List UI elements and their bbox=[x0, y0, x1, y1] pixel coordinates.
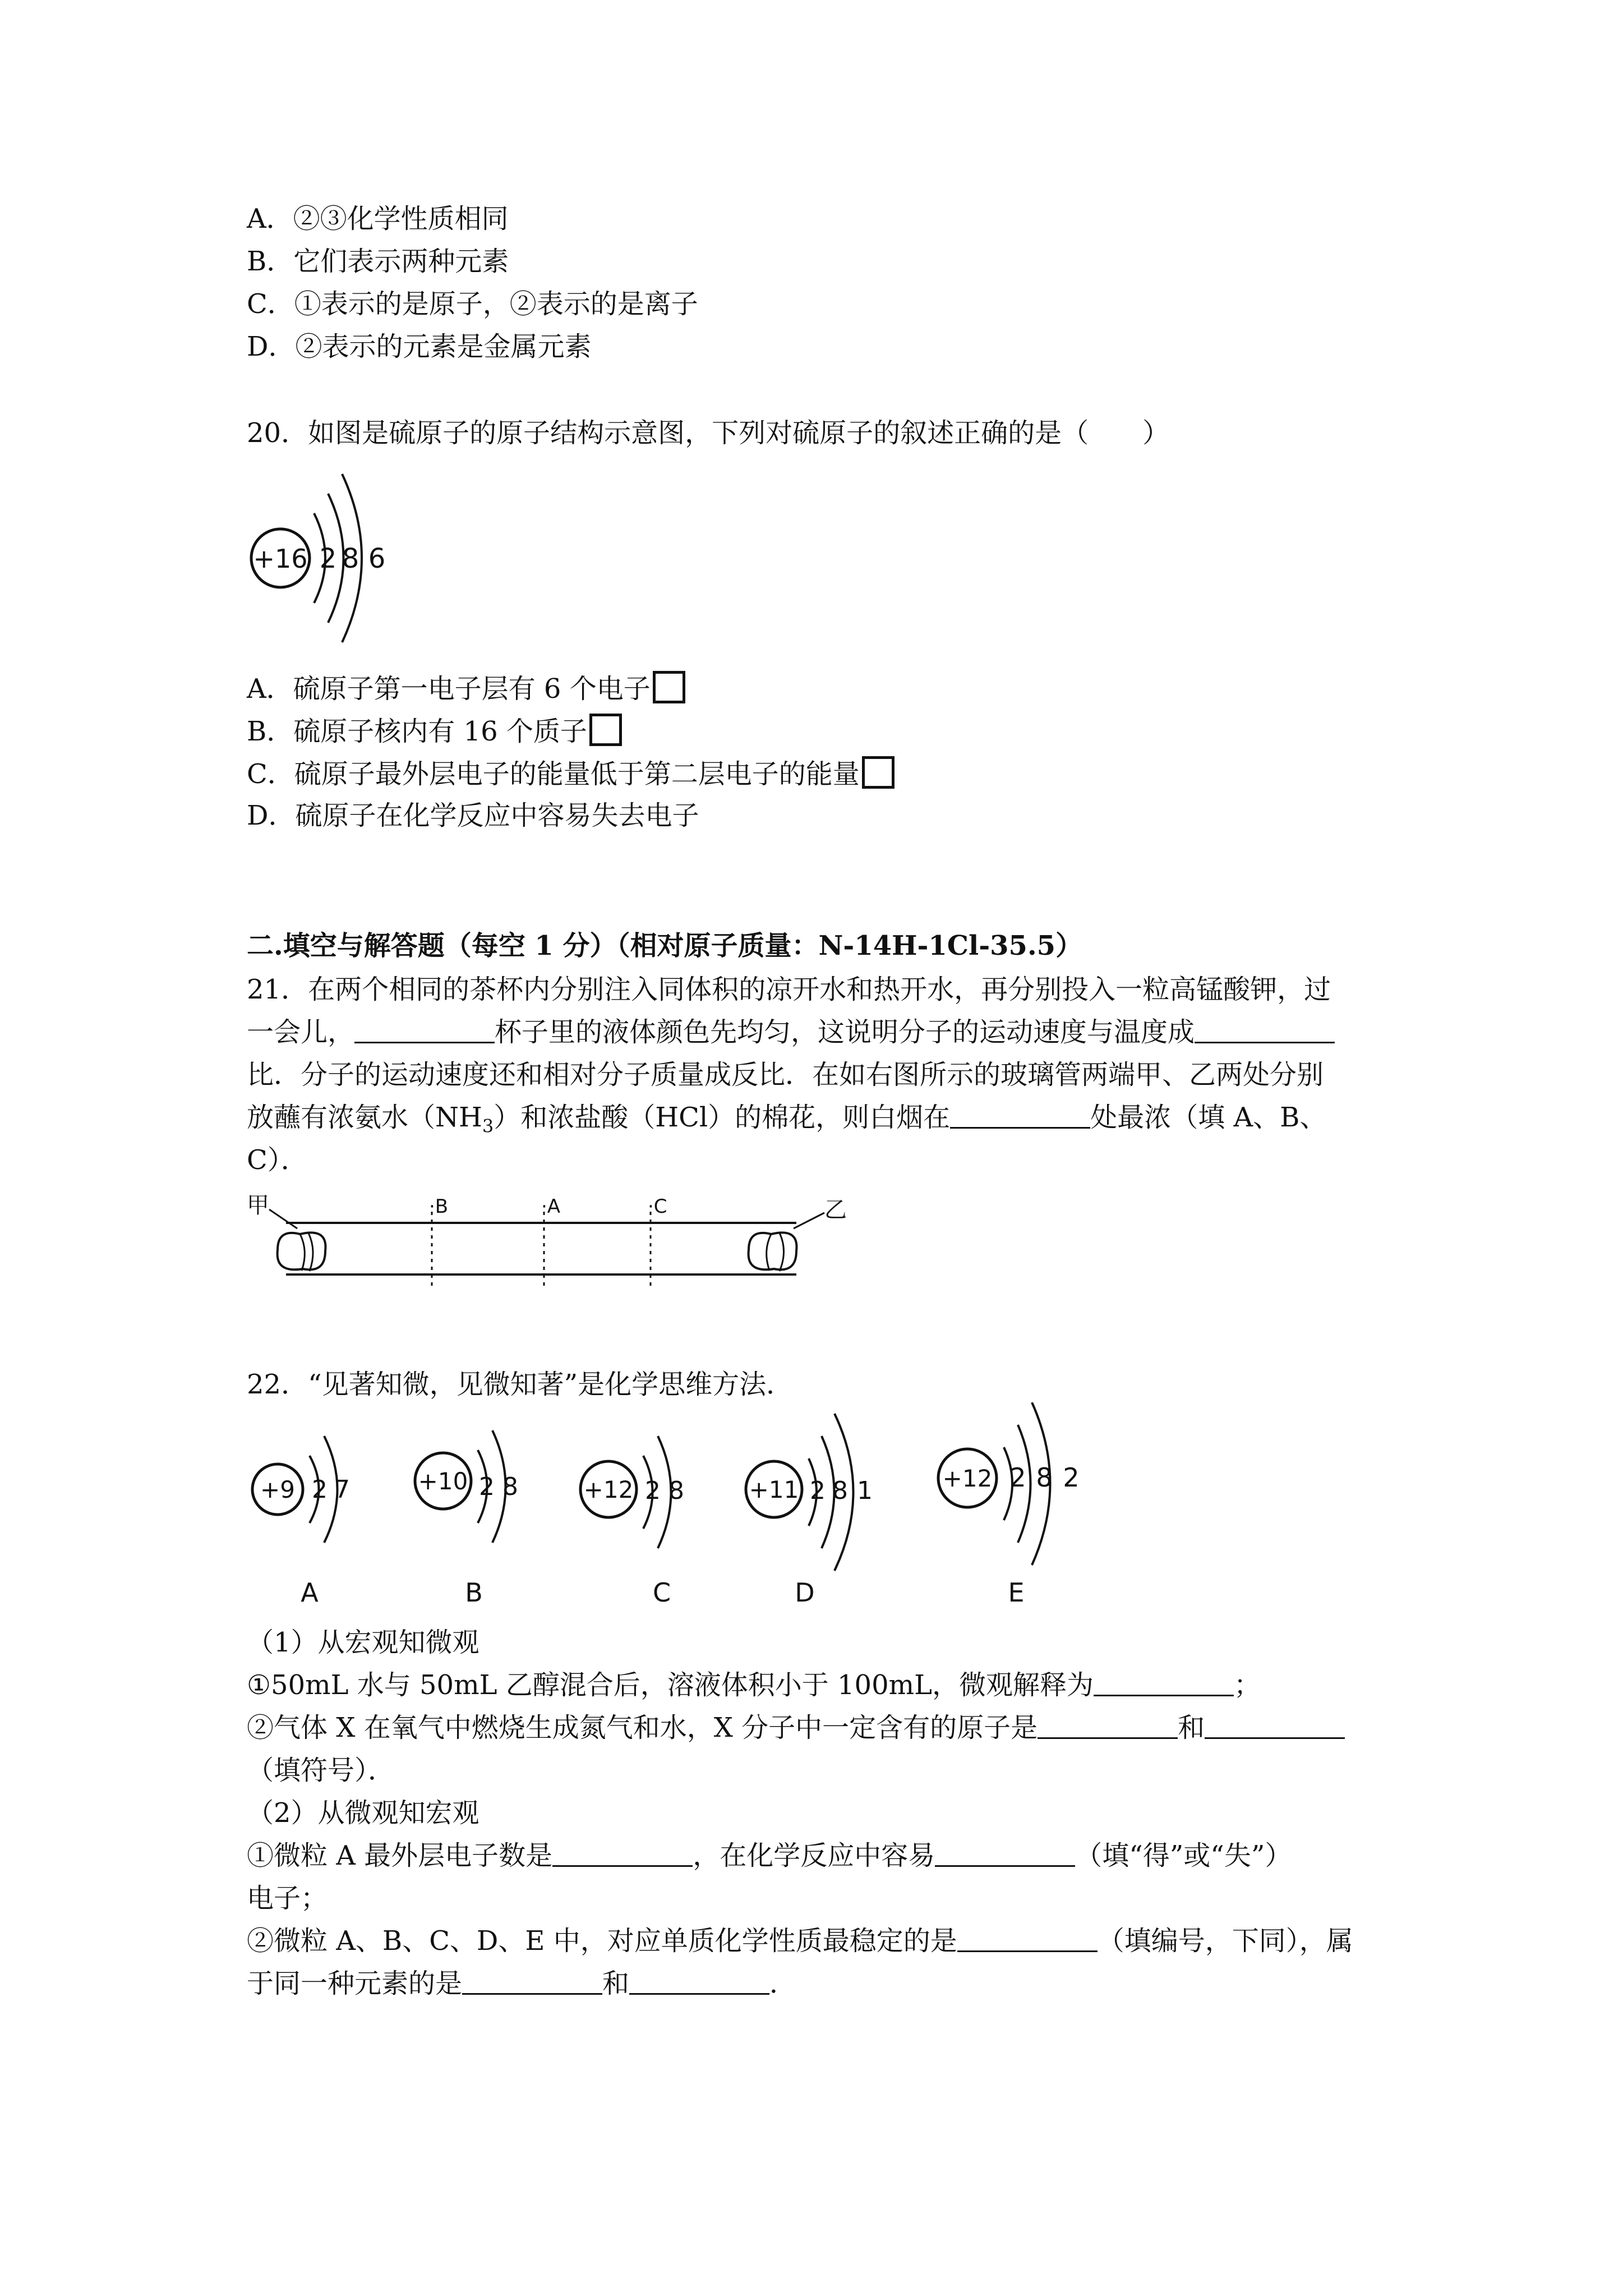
atom-d-shell-2: 8 bbox=[832, 1476, 848, 1505]
q22-blank-7[interactable] bbox=[462, 1968, 602, 1995]
sulfur-shell-3: 6 bbox=[368, 543, 386, 574]
q22-part2-q1 bbox=[247, 1839, 1292, 1872]
q22-text: ； bbox=[1234, 1669, 1261, 1701]
atom-c bbox=[580, 1436, 684, 1608]
atom-d-shell-3: 1 bbox=[857, 1476, 873, 1505]
q20-option-c bbox=[247, 756, 895, 791]
q22-blank-3[interactable] bbox=[1205, 1713, 1345, 1739]
atom-e-shell-3: 2 bbox=[1063, 1462, 1080, 1493]
atom-b-shell-2: 8 bbox=[502, 1473, 518, 1501]
q21-text: ）和浓盐酸（HCl）的棉花，则白烟在 bbox=[494, 1102, 951, 1133]
atom-e-label: E bbox=[1008, 1577, 1025, 1608]
q22-part2-q1-cont: 电子； bbox=[247, 1883, 328, 1914]
q20-option-d: D．硫原子在化学反应中容易失去电子 bbox=[247, 800, 699, 831]
atom-d-shell-1: 2 bbox=[810, 1476, 826, 1505]
q21-text: 杯子里的液体颜色先均匀，这说明分子的运动速度与温度成 bbox=[495, 1016, 1195, 1048]
q22-blank-8[interactable] bbox=[629, 1968, 769, 1995]
atom-structure-diagrams bbox=[247, 1402, 1122, 1616]
atom-a-shell-1: 2 bbox=[312, 1475, 328, 1504]
atom-c-shell-1: 2 bbox=[645, 1476, 661, 1505]
q20-stem: 20．如图是硫原子的原子结构示意图，下列对硫原子的叙述正确的是（ ） bbox=[247, 417, 1170, 449]
q21-line-1: 21．在两个相同的茶杯内分别注入同体积的凉开水和热开水，再分别投入一粒高锰酸钾，过 bbox=[247, 974, 1331, 1005]
atom-e-nucleus: +12 bbox=[942, 1465, 993, 1492]
q22-part1-q2-cont: （填符号）． bbox=[247, 1755, 395, 1786]
atom-a bbox=[252, 1436, 350, 1608]
tube-label-right: 乙 bbox=[824, 1197, 847, 1223]
q22-text: （填编号，下同），属 bbox=[1097, 1925, 1353, 1957]
atom-c-shell-2: 8 bbox=[668, 1476, 684, 1505]
q22-blank-4[interactable] bbox=[552, 1841, 693, 1867]
tube-mark-b: ·B bbox=[429, 1195, 449, 1218]
q19-option-b: B．它们表示两种元素 bbox=[247, 246, 509, 277]
q22-blank-2[interactable] bbox=[1038, 1713, 1178, 1739]
q20-option-a bbox=[247, 671, 685, 706]
tube-mark-a: ·A bbox=[541, 1195, 561, 1218]
q22-text: （填“得”或“失”） bbox=[1075, 1840, 1292, 1871]
q20-option-c-text: C．硫原子最外层电子的能量低于第二层电子的能量 bbox=[247, 758, 860, 790]
glass-tube-diagram bbox=[247, 1189, 886, 1301]
q21-line-3: 比．分子的运动速度还和相对分子质量成反比．在如右图所示的玻璃管两端甲、乙两处分别 bbox=[247, 1059, 1324, 1091]
q22-text: ②微粒 A、B、C、D、E 中，对应单质化学性质最稳定的是 bbox=[247, 1925, 957, 1957]
q21-line-5: C）． bbox=[247, 1144, 308, 1176]
q22-text: 和 bbox=[1178, 1712, 1205, 1743]
q22-text: ①微粒 A 最外层电子数是 bbox=[247, 1840, 553, 1871]
section-heading: 二.填空与解答题（每空 1 分）（相对原子质量：N-14H-1Cl-35.5） bbox=[247, 930, 1083, 961]
atom-c-label: C bbox=[652, 1577, 671, 1608]
atom-c-nucleus: +12 bbox=[583, 1476, 634, 1503]
q22-blank-6[interactable] bbox=[957, 1926, 1098, 1952]
q19-option-c: C．①表示的是原子，②表示的是离子 bbox=[247, 288, 698, 320]
q21-text: 一会儿， bbox=[247, 1016, 355, 1048]
q20-option-b bbox=[247, 714, 622, 748]
q21-line-2 bbox=[247, 1015, 1335, 1049]
q19-option-a: A．②③化学性质相同 bbox=[247, 203, 509, 234]
q21-blank-1[interactable] bbox=[354, 1017, 495, 1043]
atom-d bbox=[746, 1414, 873, 1608]
atom-a-shell-2: 7 bbox=[334, 1475, 350, 1504]
q20-checkbox-c[interactable] bbox=[862, 756, 895, 789]
sulfur-nucleus-label: +16 bbox=[253, 544, 308, 574]
q20-option-a-text: A．硫原子第一电子层有 6 个电子 bbox=[247, 673, 651, 705]
q21-subscript: 3 bbox=[482, 1115, 494, 1137]
q21-line-4 bbox=[247, 1101, 1326, 1143]
q22-text: 于同一种元素的是 bbox=[247, 1968, 463, 1999]
atom-a-nucleus: +9 bbox=[260, 1476, 295, 1503]
sulfur-shell-2: 8 bbox=[342, 543, 359, 574]
atom-b-label: B bbox=[465, 1577, 483, 1608]
q20-checkbox-b[interactable] bbox=[589, 714, 622, 746]
atom-e bbox=[938, 1402, 1080, 1608]
q21-blank-3[interactable] bbox=[950, 1102, 1090, 1129]
atom-a-label: A bbox=[301, 1577, 319, 1608]
q22-part2-title: （2）从微观知宏观 bbox=[247, 1797, 479, 1829]
q22-text: ． bbox=[769, 1968, 797, 1999]
atom-d-nucleus: +11 bbox=[749, 1476, 799, 1503]
q22-part2-q2 bbox=[247, 1924, 1353, 1958]
q22-part2-q2-cont bbox=[247, 1967, 796, 2000]
atom-b bbox=[415, 1430, 518, 1608]
q22-text: ，在化学反应中容易 bbox=[693, 1840, 935, 1871]
q22-blank-5[interactable] bbox=[935, 1841, 1075, 1867]
sulfur-atom-diagram bbox=[247, 460, 404, 662]
q20-option-b-text: B．硫原子核内有 16 个质子 bbox=[247, 716, 587, 747]
atom-e-shell-2: 8 bbox=[1036, 1462, 1053, 1493]
q22-blank-1[interactable] bbox=[1094, 1670, 1234, 1696]
atom-e-shell-1: 2 bbox=[1009, 1462, 1026, 1493]
atom-b-nucleus: +10 bbox=[418, 1467, 468, 1495]
q20-checkbox-a[interactable] bbox=[653, 671, 685, 703]
q19-option-d: D．②表示的元素是金属元素 bbox=[247, 331, 592, 362]
q22-text: ①50mL 水与 50mL 乙醇混合后，溶液体积小于 100mL，微观解释为 bbox=[247, 1669, 1094, 1701]
q22-stem: 22．“见著知微，见微知著”是化学思维方法． bbox=[247, 1369, 794, 1400]
q22-part1-q2 bbox=[247, 1711, 1345, 1745]
q22-text: 和 bbox=[602, 1968, 630, 1999]
tube-label-left: 甲 bbox=[247, 1193, 269, 1218]
q22-part1-q1 bbox=[247, 1668, 1261, 1702]
tube-mark-c: ·C bbox=[648, 1195, 667, 1218]
q21-blank-2[interactable] bbox=[1195, 1017, 1335, 1043]
q21-text: 处最浓（填 A、B、 bbox=[1090, 1102, 1327, 1133]
sulfur-shell-1: 2 bbox=[319, 543, 337, 574]
q21-text: 放蘸有浓氨水（NH bbox=[247, 1102, 482, 1133]
q22-part1-title: （1）从宏观知微观 bbox=[247, 1627, 479, 1658]
atom-b-shell-1: 2 bbox=[479, 1473, 495, 1501]
atom-d-label: D bbox=[795, 1577, 815, 1608]
q22-text: ②气体 X 在氧气中燃烧生成氮气和水，X 分子中一定含有的原子是 bbox=[247, 1712, 1038, 1743]
